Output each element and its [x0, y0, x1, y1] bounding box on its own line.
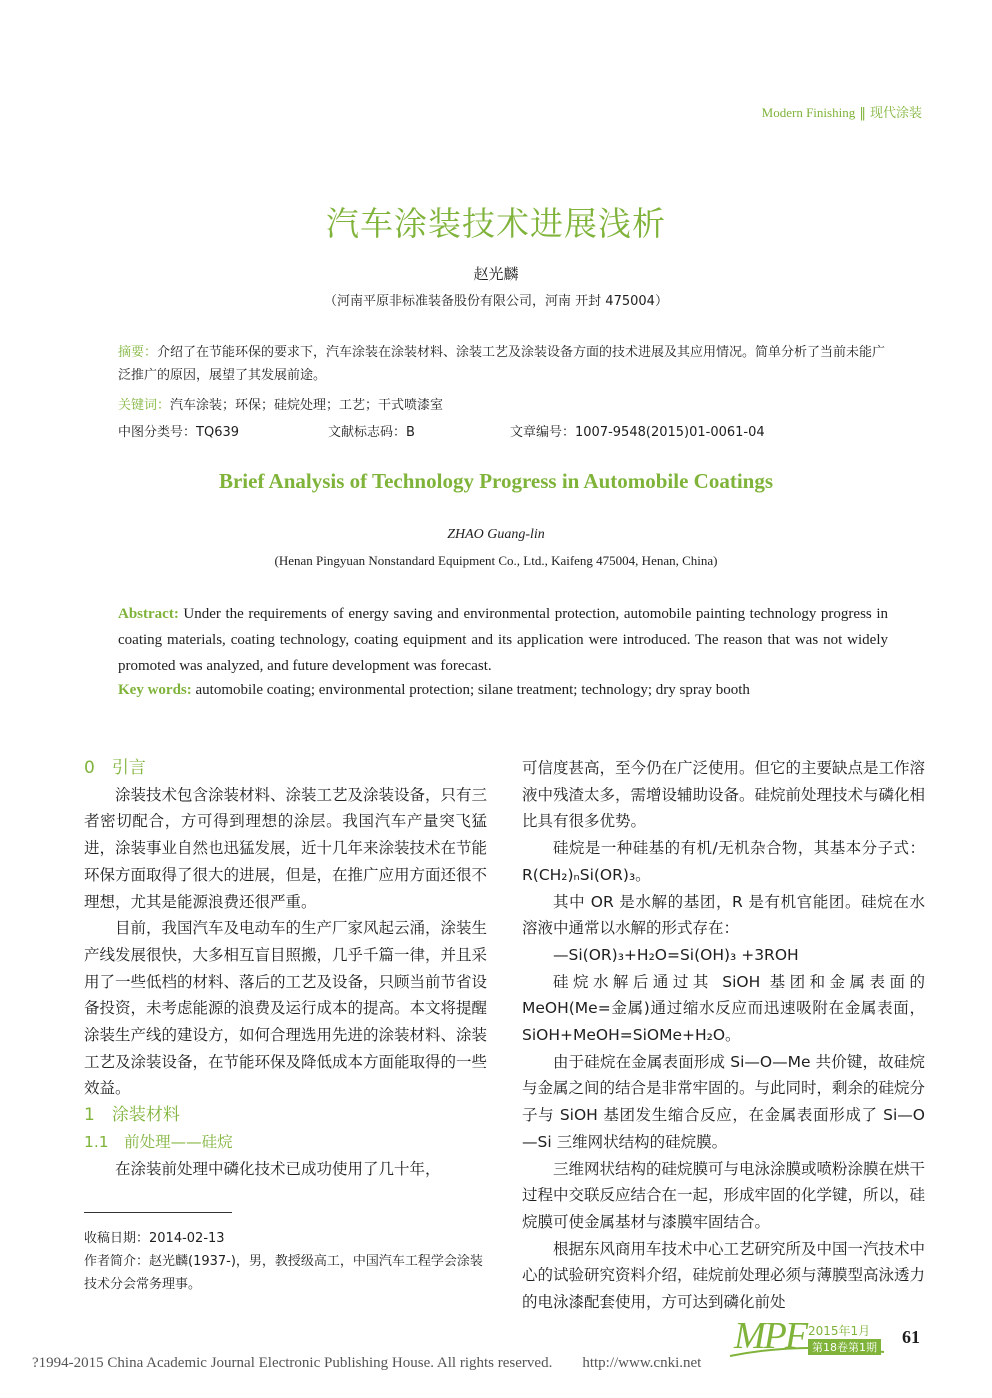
author-name-cn: 赵光麟 [473, 265, 519, 283]
paragraph: 由于硅烷在金属表面形成 Si—O—Me 共价键，故硅烷与金属之间的结合是非常牢固的。与此同时，剩余的硅烷分子与 SiOH 基团发生缩合反应，在金属表面形成了 Si—O—Si 三维网状结构的硅烷膜。 [522, 1052, 926, 1151]
keywords-label-cn: 关键词： [118, 398, 171, 413]
header-separator: ‖ [859, 106, 866, 121]
abstract-label-cn: 摘要： [118, 345, 158, 360]
section-heading-introduction: 0 引言 [84, 758, 146, 778]
article-no-value: 1007-9548(2015)01-0061-04 [575, 425, 765, 440]
keywords-text-en: automobile coating; environmental protection; silane treatment; technology; dry spray booth [195, 682, 750, 698]
paragraph: 硅烷是一种硅基的有机/无机杂合物，其基本分子式：R(CH₂)ₙSi(OR)₃。 [522, 839, 925, 884]
article-no-label: 文章编号： [510, 425, 576, 440]
affiliation-cn: （河南平原非标准装备股份有限公司，河南 开封 475004） [324, 294, 668, 309]
abstract-cn [118, 341, 888, 387]
subsection-heading-pretreatment: 1.1 前处理——硅烷 [84, 1132, 233, 1151]
body-column-right [522, 755, 925, 1316]
keywords-cn [118, 394, 888, 417]
paragraph: 可信度甚高，至今仍在广泛使用。但它的主要缺点是工作溶液中残渣太多，需增设辅助设备。硅烷前处理技术与磷化相比具有很多优势。 [522, 759, 926, 831]
abstract-text-cn: 介绍了在节能环保的要求下，汽车涂装在涂装材料、涂装工艺及涂装设备方面的技术进展及其应用情况。简单分析了当前未能广泛推广的原因，展望了其发展前途。 [118, 345, 886, 383]
paragraph: 目前，我国汽车及电动车的生产厂家风起云涌，涂装生产线发展很快，大多相互盲目照搬，几乎千篇一律，并且采用了一些低档的材料、落后的工艺及设备，只顾当前节省设备投资，未考虑能源的浪费及运行成本的提高。本文将提醒涂装生产线的建设方，如何合理选用先进的涂装材料、涂装工艺及涂装设备，在节能环保及降低成本方面能取得的一些效益。 [84, 919, 488, 1098]
paragraph: 硅烷水解后通过其 SiOH 基团和金属表面的 MeOH(Me=金属)通过缩水反应而迅速吸附在金属表面，SiOH+MeOH=SiOMe+H₂O。 [522, 972, 925, 1045]
author-bio: 作者简介：赵光麟(1937-)，男，教授级高工，中国汽车工程学会涂装技术分会常务理事。 [84, 1254, 483, 1292]
issue-volume: 第18卷第1期 [808, 1339, 881, 1355]
paragraph: 在涂装前处理中磷化技术已成功使用了几十年， [115, 1159, 441, 1178]
journal-running-header [762, 102, 922, 121]
affiliation-en: (Henan Pingyuan Nonstandard Equipment Co., Ltd., Kaifeng 475004, Henan, China) [274, 553, 718, 568]
document-code [328, 421, 415, 440]
paragraph: 根据东风商用车技术中心工艺研究所及中国一汽技术中心的试验研究资料介绍，硅烷前处理必须与薄膜型高泳透力的电泳漆配套使用，方可达到磷化前处 [522, 1239, 926, 1312]
body-column-left [84, 755, 487, 1182]
abstract-label-en: Abstract: [118, 606, 179, 622]
paragraph: 涂装技术包含涂装材料、涂装工艺及涂装设备，只有三者密切配合，方可得到理想的涂层。我国汽车产量突飞猛进，涂装事业自然也迅猛发展，近十几年来涂装技术在节能环保方面取得了很大的进展，但是，在推广应用方面还很不理想，尤其是能源浪费还很严重。 [84, 785, 488, 911]
copyright-notice: ?1994-2015 China Academic Journal Electronic Publishing House. All rights reserved. http://www.cnki.net [32, 1355, 702, 1371]
classification-label: 中图分类号： [118, 425, 197, 440]
article-number [510, 421, 765, 440]
author-name-en: ZHAO Guang-lin [447, 527, 545, 542]
paragraph: 三维网状结构的硅烷膜可与电泳涂膜或喷粉涂膜在烘干过程中交联反应结合在一起，形成牢固的化学键，所以，硅烷膜可使金属基材与漆膜牢固结合。 [522, 1159, 926, 1231]
classification-value: TQ639 [196, 425, 240, 440]
abstract-text-en: Under the requirements of energy saving and environmental protection, automobile painting technology progress in coating materials, coating technology, coating equipment and its application were introduced. The reason that was not widely promoted was analyzed, and future development was forecast. [118, 606, 888, 674]
journal-name-cn: 现代涂装 [869, 106, 922, 121]
journal-name-en: Modern Finishing [761, 105, 856, 120]
paragraph: 其中 OR 是水解的基团，R 是有机官能团。硅烷在水溶液中通常以水解的形式存在： [522, 892, 925, 938]
page-number: 61 [902, 1327, 920, 1347]
classification-number [118, 421, 239, 440]
section-heading-coating-materials: 1 涂装材料 [84, 1105, 180, 1126]
footnote-divider [84, 1212, 232, 1213]
received-date: 收稿日期：2014-02-13 [84, 1231, 225, 1246]
footnotes [84, 1227, 489, 1296]
issue-date: 2015年1月 [808, 1324, 871, 1338]
doc-code-label: 文献标志码： [328, 425, 407, 440]
journal-logo: MPF [734, 1315, 807, 1357]
keywords-label-en: Key words: [118, 682, 192, 698]
article-title-cn: 汽车涂装技术进展浅析 [326, 204, 666, 243]
keywords-text-cn: 汽车涂装；环保；硅烷处理；工艺；干式喷漆室 [170, 398, 444, 413]
article-title-en: Brief Analysis of Technology Progress in Automobile Coatings [218, 469, 774, 493]
chemical-formula: —Si(OR)₃+H₂O=Si(OH)₃ +3ROH [553, 945, 799, 964]
keywords-en [118, 682, 888, 699]
doc-code-value: B [406, 425, 415, 440]
abstract-en [118, 601, 888, 679]
